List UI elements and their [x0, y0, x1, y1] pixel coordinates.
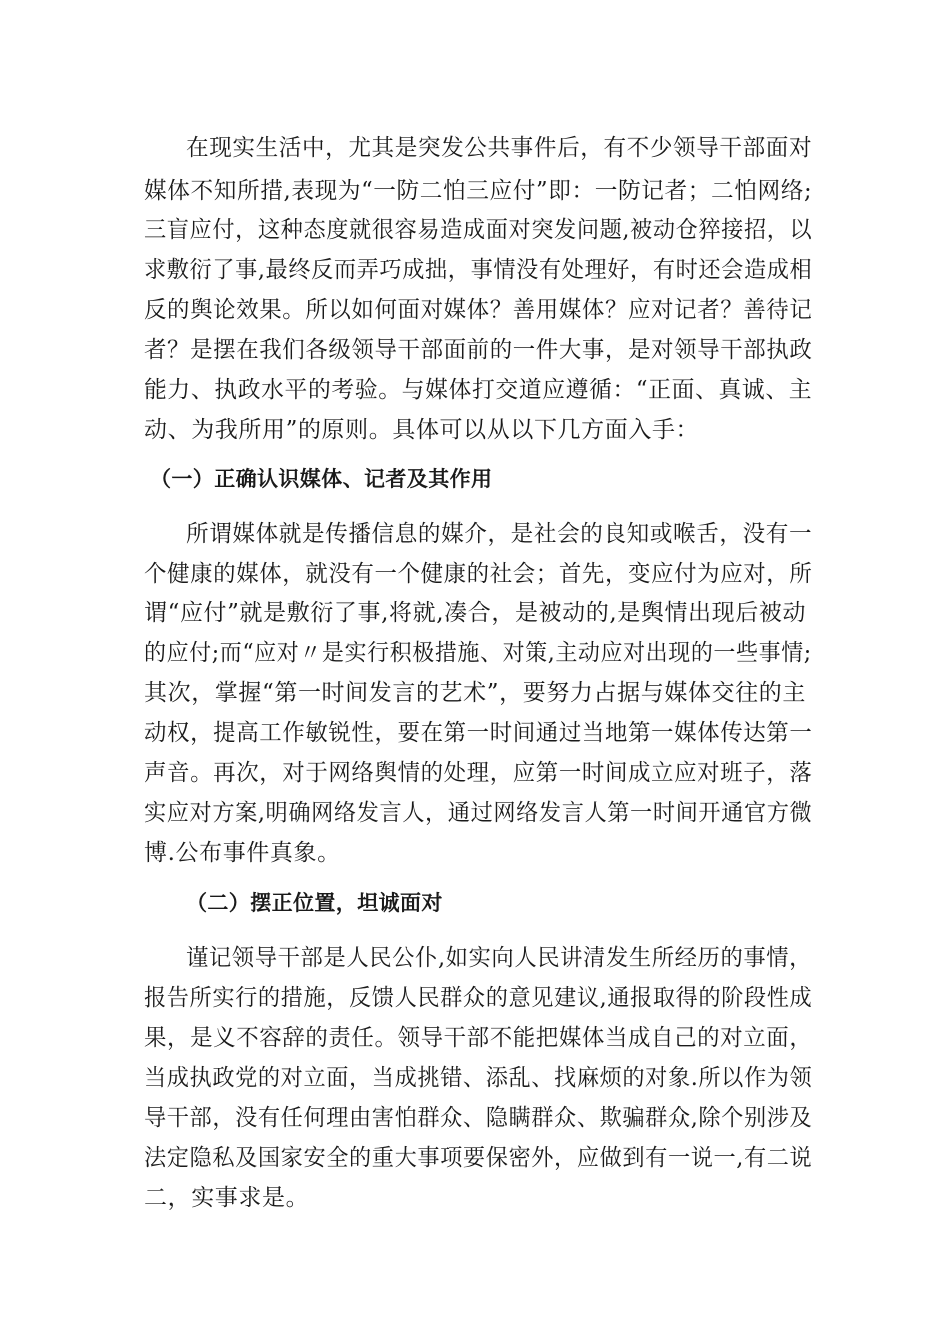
section-heading-1: （一）正确认识媒体、记者及其作用 [150, 467, 493, 491]
paragraph-line: 其次，掌握“第一时间发言的艺术”，要努力占据与媒体交往的主 [144, 680, 806, 706]
paragraph-line: 动权，提高工作敏锐性，要在第一时间通过当地第一媒体传达第一 [144, 720, 813, 746]
paragraph-line: 动、为我所用”的原则。具体可以从以下几方面入手： [144, 417, 700, 443]
section-heading-2: （二）摆正位置，坦诚面对 [186, 891, 443, 915]
paragraph-line: 博.公布事件真象。 [144, 840, 341, 866]
paragraph-line: 实应对方案,明确网络发言人，通过网络发言人第一时间开通官方微 [144, 800, 813, 826]
paragraph-line: 声音。再次，对于网络舆情的处理，应第一时间成立应对班子，落 [144, 760, 813, 786]
paragraph-line: 者？是摆在我们各级领导干部面前的一件大事，是对领导干部执政 [144, 337, 813, 363]
paragraph-line: 当成执政党的对立面，当成挑错、添乱、找麻烦的对象.所以作为领 [144, 1065, 813, 1091]
paragraph-line: 果，是义不容辞的责任。领导干部不能把媒体当成自己的对立面， [144, 1025, 813, 1051]
paragraph-line: 二，实事求是。 [144, 1185, 310, 1211]
paragraph-line: 所谓媒体就是传播信息的媒介，是社会的良知或喉舌，没有一 [186, 521, 813, 547]
paragraph-line: 谨记领导干部是人民公仆,如实向人民讲清发生所经历的事情， [186, 945, 813, 971]
paragraph-line: 三盲应付，这种态度就很容易造成面对突发问题,被动仓猝接招，以 [144, 217, 813, 243]
paragraph-line: 导干部，没有任何理由害怕群众、隐瞒群众、欺骗群众,除个别涉及 [144, 1105, 813, 1131]
paragraph-line: 求敷衍了事,最终反而弄巧成拙，事情没有处理好，有时还会造成相 [144, 257, 813, 283]
paragraph-line: 法定隐私及国家安全的重大事项要保密外，应做到有一说一,有二说 [144, 1145, 813, 1171]
paragraph-line: 谓“应付”就是敷衍了事,将就,凑合，是被动的,是舆情出现后被动 [144, 600, 807, 626]
paragraph-line: 报告所实行的措施，反馈人民群众的意见建议,通报取得的阶段性成 [144, 985, 813, 1011]
paragraph-line: 反的舆论效果。所以如何面对媒体？善用媒体？应对记者？善待记 [144, 297, 813, 323]
paragraph-line: 在现实生活中，尤其是突发公共事件后，有不少领导干部面对 [186, 135, 813, 161]
paragraph-line: 的应付;而“应对〃是实行积极措施、对策,主动应对出现的一些事情; [144, 640, 812, 666]
paragraph-line: 媒体不知所措,表现为“一防二怕三应付”即：一防记者；二怕网络; [144, 178, 813, 204]
paragraph-line: 个健康的媒体，就没有一个健康的社会；首先，变应付为应对，所 [144, 561, 813, 587]
paragraph-line: 能力、执政水平的考验。与媒体打交道应遵循：“正面、真诚、主 [144, 377, 813, 403]
